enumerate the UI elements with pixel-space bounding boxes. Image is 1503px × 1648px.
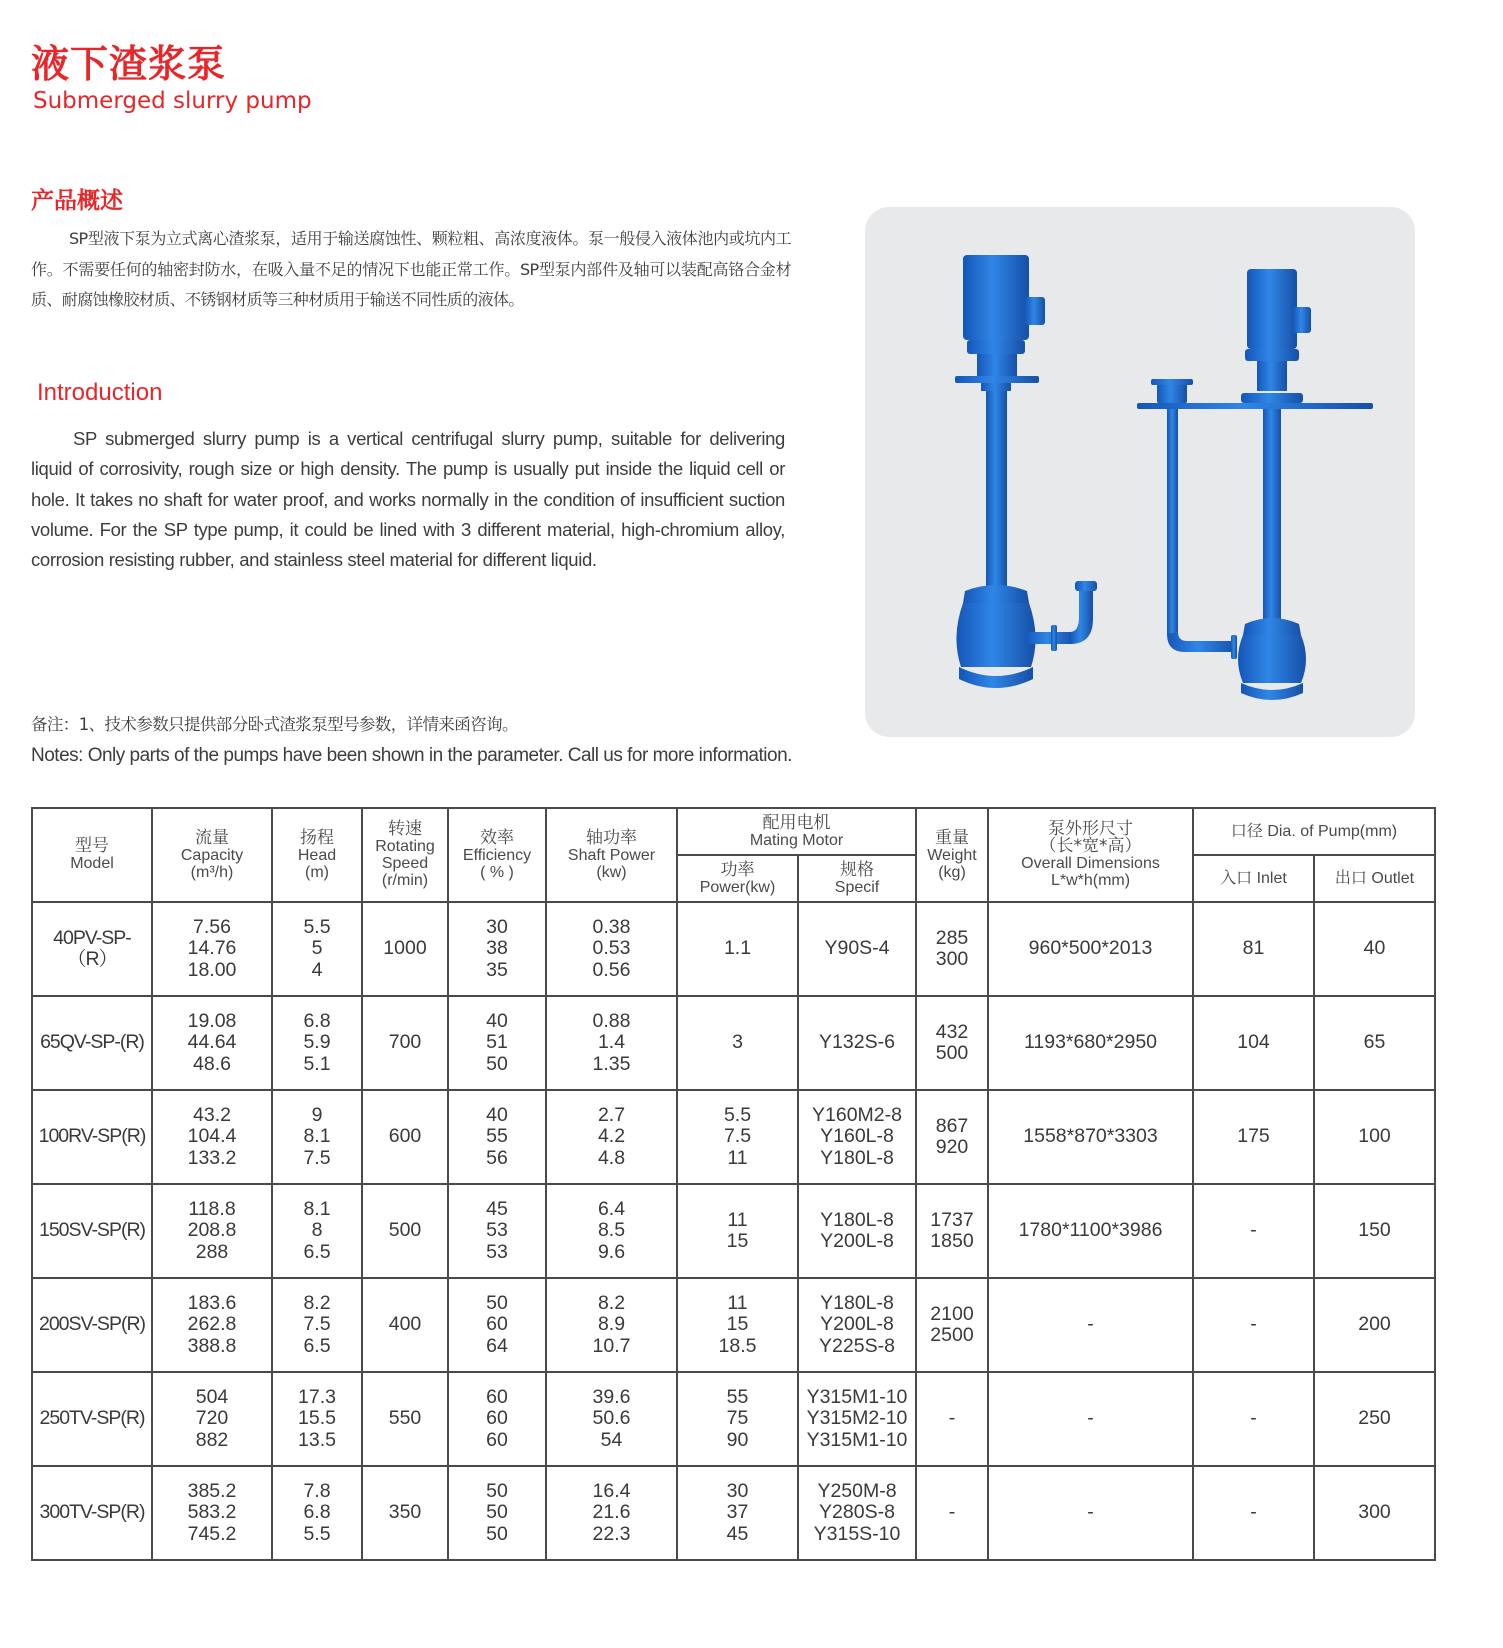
cell-value: 50 [486,1052,508,1075]
cell-value: 14.76 [187,937,237,960]
cell-shaft-power [546,1466,677,1560]
cell-value: 45 [486,1197,508,1220]
cell-value: 183.6 [187,1291,237,1314]
cell-value: 867 [935,1114,969,1137]
cell-model [32,1278,152,1372]
cell-speed [362,1466,448,1560]
cell-inlet [1193,902,1314,996]
col-motor-spec: 规格 Specif [798,855,916,902]
cell-value: 500 [388,1219,422,1242]
overview-heading-cn: 产品概述 [31,188,123,214]
cell-value: Y250M-8 [817,1479,897,1502]
cell-speed [362,1184,448,1278]
cell-value: 50.6 [592,1407,631,1430]
cell-value: 385.2 [187,1479,237,1502]
cell-motor-spec [798,1184,916,1278]
cell-value: 8.9 [597,1313,626,1336]
cell-value: 1000 [383,937,427,960]
cell-motor-power [677,1184,798,1278]
cell-value: Y90S-4 [824,937,890,960]
cell-value: 11 [727,1208,748,1231]
col-capacity: 流量 Capacity (m³/h) [152,808,272,902]
cell-motor-spec [798,1372,916,1466]
cell-weight [916,1184,988,1278]
cell-value: 90 [726,1428,749,1451]
cell-head [272,1184,362,1278]
overview-text-cn: SP型液下泵为立式离心渣浆泵，适用于输送腐蚀性、颗粒粗、高浓度液体。泵一般侵入液体池内或坑内工作。不需要任何的轴密封防水，在吸入量不足的情况下也能正常工作。SP型泵内部件及轴可以装配高铬合金材质、耐腐蚀橡胶材质、不锈钢材质等三种材质用于输送不同性质的液体。 [31,229,791,309]
cell-dimensions [988,1278,1193,1372]
cell-value: 960*500*2013 [1028,937,1153,960]
cell-motor-spec [798,996,916,1090]
cell-value: - [948,1501,956,1524]
col-speed: 转速 Rotating Speed (r/min) [362,808,448,902]
table-row [32,1278,1435,1372]
cell-value: 175 [1237,1125,1270,1148]
cell-head [272,1090,362,1184]
cell-shaft-power [546,996,677,1090]
cell-head [272,996,362,1090]
cell-value: 8.5 [597,1219,626,1242]
cell-value: 150SV-SP(R) [38,1219,146,1242]
cell-value: 65QV-SP-(R) [40,1031,144,1054]
cell-outlet [1314,1090,1435,1184]
cell-value: 2.7 [597,1103,626,1126]
cell-value: 0.38 [592,915,631,938]
cell-value: 1.1 [723,937,752,960]
cell-motor-power [677,996,798,1090]
page-title-en: Submerged slurry pump [33,88,312,114]
cell-capacity [152,1090,272,1184]
cell-value: 300 [1358,1501,1391,1524]
page-title-cn: 液下渣浆泵 [31,42,227,86]
cell-value: 104.4 [187,1125,237,1148]
cell-value: 285 [935,926,969,949]
cell-inlet [1193,1278,1314,1372]
cell-value: 9 [311,1103,323,1126]
cell-value: 920 [935,1136,969,1158]
cell-value: 7.56 [193,915,231,938]
left-pump [955,255,1097,688]
cell-value: 6.4 [597,1197,626,1220]
cell-capacity [152,1278,272,1372]
left-outlet-pipe [1025,632,1075,644]
col-motor-power: 功率 Power(kw) [677,855,798,902]
cell-value: 0.88 [592,1009,631,1032]
cell-value: 288 [195,1240,229,1263]
table-row [32,1090,1435,1184]
table-body [32,902,1435,1560]
cell-value: 8 [311,1219,323,1242]
cell-weight [916,1372,988,1466]
cell-value: 11 [727,1146,748,1169]
cell-value: 51 [486,1031,508,1054]
cell-value: 8.2 [303,1291,331,1314]
cell-dimensions [988,1372,1193,1466]
cell-value: 200SV-SP(R) [38,1313,146,1336]
table-row [32,902,1435,996]
cell-dimensions [988,1090,1193,1184]
col-dia-of-pump: 口径 Dia. of Pump(mm) [1193,808,1435,855]
cell-efficiency [448,1466,546,1560]
cell-value: Y315S-10 [813,1522,901,1545]
cell-value: 8.2 [597,1291,626,1314]
cell-inlet [1193,996,1314,1090]
cell-capacity [152,1372,272,1466]
left-shaft-column [986,391,1007,591]
cell-value: 64 [486,1334,508,1357]
left-motor [963,255,1029,340]
left-mount-plate [955,376,1039,383]
right-shaft-column [1263,409,1281,624]
cell-model [32,1372,152,1466]
cell-shaft-power [546,1372,677,1466]
cell-value: Y180L-8 [820,1146,894,1169]
cell-value: 43.2 [193,1103,231,1126]
cell-value: 15.5 [298,1407,336,1430]
cell-value: - [1250,1219,1257,1242]
cell-value: 60 [486,1428,508,1451]
cell-efficiency [448,1278,546,1372]
cell-value: 35 [486,958,508,981]
cell-value: Y200L-8 [820,1230,894,1252]
cell-value: 720 [195,1407,229,1430]
cell-value: 700 [388,1031,422,1054]
cell-value: 8.1 [303,1197,331,1220]
cell-outlet [1314,1278,1435,1372]
cell-value: 7.5 [303,1146,331,1169]
col-weight: 重量 Weight (kg) [916,808,988,902]
cell-value: 5.1 [303,1052,331,1075]
cell-value: 37 [726,1501,749,1524]
cell-value: 45 [726,1522,749,1545]
cell-value: 100RV-SP(R) [38,1125,146,1148]
table-row [32,996,1435,1090]
cell-value: 15 [726,1313,749,1336]
cell-value: Y180L-8 [820,1291,894,1314]
cell-value: 250TV-SP(R) [39,1407,145,1430]
cell-value: 1737 [930,1208,974,1231]
cell-value: 150 [1358,1219,1391,1242]
right-discharge-pipe [1167,409,1178,634]
cell-value: 5 [311,937,323,960]
cell-value: 0.53 [592,937,631,960]
cell-value: 2500 [930,1324,974,1346]
cell-outlet [1314,1466,1435,1560]
cell-value: 262.8 [187,1313,237,1336]
cell-value: 81 [1242,937,1265,960]
right-pump [1137,269,1373,700]
cell-dimensions [988,1466,1193,1560]
cell-value: 5.5 [723,1103,752,1126]
cell-model [32,902,152,996]
cell-value: 583.2 [187,1501,237,1524]
cell-value: 50 [486,1522,508,1545]
cell-value: 4 [311,958,323,981]
cell-value: 19.08 [187,1009,237,1032]
cell-motor-spec [798,902,916,996]
cell-value: （R） [66,948,118,970]
cell-value: 133.2 [187,1146,237,1169]
cell-weight [916,1090,988,1184]
introduction-text: SP submerged slurry pump is a vertical centrifugal slurry pump, suitable for delivering liquid of corrosivity, rough size or high density. The pump is usually put inside the liquid cell or hole. It takes no shaft for water proof, and works normally in the condition of insufficient suction volume. For the SP type pump, it could be lined with 3 different material, high-chromium alloy, corrosion resisting rubber, and stainless steel material for different liquid. [31,428,785,571]
cell-motor-power [677,902,798,996]
cell-value: - [1087,1313,1094,1336]
cell-motor-power [677,1466,798,1560]
cell-outlet [1314,902,1435,996]
cell-speed [362,1372,448,1466]
note-en: Notes: Only parts of the pumps have been shown in the parameter. Call us for more information. [31,745,792,766]
cell-value: 11 [727,1291,748,1314]
cell-capacity [152,902,272,996]
cell-value: 56 [486,1146,508,1169]
cell-dimensions [988,1184,1193,1278]
cell-value: 4.8 [597,1146,626,1169]
cell-value: 7.8 [303,1479,331,1502]
cell-value: 1850 [930,1230,974,1252]
cell-value: 100 [1358,1125,1391,1148]
note-cn: 备注：1、技术参数只提供部分卧式渣浆泵型号参数，详情来函咨询。 [31,715,518,734]
cell-value: 7.5 [303,1313,331,1336]
cell-motor-spec [798,1466,916,1560]
cell-value: 10.7 [592,1334,631,1357]
cell-value: 1558*870*3303 [1023,1125,1158,1148]
cell-value: 1780*1100*3986 [1018,1219,1163,1242]
cell-head [272,1278,362,1372]
cell-model [32,1184,152,1278]
cell-value: - [1250,1407,1257,1430]
cell-value: 208.8 [187,1219,237,1242]
cell-value: 104 [1237,1031,1270,1054]
cell-head [272,1372,362,1466]
cell-value: Y280S-8 [819,1501,895,1524]
cell-value: 15 [726,1230,749,1252]
cell-shaft-power [546,1090,677,1184]
cell-value: 118.8 [188,1197,236,1220]
cell-value: 882 [195,1428,229,1451]
right-pump-casing [1238,635,1306,683]
cell-model [32,1466,152,1560]
cell-value: Y315M2-10 [806,1407,908,1430]
cell-shaft-power [546,1184,677,1278]
cell-value: 40 [486,1009,508,1032]
cell-efficiency [448,996,546,1090]
cell-value: 53 [486,1240,508,1263]
cell-value: Y200L-8 [820,1313,894,1336]
right-mount-plate [1137,403,1373,409]
cell-outlet [1314,1184,1435,1278]
cell-value: 500 [935,1042,969,1064]
col-shaft-power: 轴功率 Shaft Power (kw) [546,808,677,902]
cell-speed [362,902,448,996]
cell-value: 13.5 [298,1428,336,1451]
cell-speed [362,1278,448,1372]
cell-value: 6.5 [303,1334,331,1357]
cell-value: 17.3 [298,1385,336,1408]
cell-value: 9.6 [597,1240,626,1263]
cell-value: Y160M2-8 [812,1103,902,1126]
cell-dimensions [988,996,1193,1090]
cell-value: 504 [195,1385,229,1408]
cell-value: 21.6 [592,1501,631,1524]
cell-value: 0.56 [592,958,631,981]
cell-capacity [152,1184,272,1278]
cell-dimensions [988,902,1193,996]
cell-value: 7.5 [723,1125,752,1148]
cell-value: 60 [486,1407,508,1430]
cell-value: - [1250,1313,1257,1336]
cell-outlet [1314,996,1435,1090]
cell-model [32,996,152,1090]
cell-weight [916,1466,988,1560]
cell-value: 432 [935,1020,969,1043]
cell-value: 6.8 [303,1009,331,1032]
cell-value: 6.8 [303,1501,331,1524]
cell-value: 1.4 [597,1031,626,1054]
cell-value: Y132S-6 [819,1031,895,1054]
cell-weight [916,1278,988,1372]
cell-capacity [152,1466,272,1560]
cell-value: 40 [1363,937,1386,960]
cell-value: 2100 [930,1302,974,1325]
col-outlet: 出口 Outlet [1314,855,1435,902]
cell-value: 600 [388,1125,422,1148]
cell-value: 50 [486,1291,508,1314]
cell-value: 200 [1358,1313,1391,1336]
cell-outlet [1314,1372,1435,1466]
table-header-row [32,808,1435,855]
cell-value: 55 [726,1385,749,1408]
cell-value: Y180L-8 [820,1208,894,1231]
cell-value: 60 [486,1313,508,1336]
cell-value: 1.35 [592,1052,631,1075]
col-efficiency: 效率 Efficiency ( % ) [448,808,546,902]
cell-value: 6.5 [303,1240,331,1263]
cell-value: 5.9 [303,1031,331,1054]
cell-head [272,1466,362,1560]
cell-value: 60 [486,1385,508,1408]
cell-value: 30 [726,1479,749,1502]
cell-value: 300 [935,948,969,970]
col-mating-motor: 配用电机 Mating Motor [677,808,916,855]
col-head: 扬程 Head (m) [272,808,362,902]
col-inlet: 入口 Inlet [1193,855,1314,902]
product-photo [865,207,1415,737]
col-model: 型号 Model [32,808,152,902]
cell-inlet [1193,1372,1314,1466]
cell-value: 30 [486,915,508,938]
cell-value: 50 [486,1501,508,1524]
cell-value: Y160L-8 [820,1125,894,1148]
introduction-heading: Introduction [37,379,163,406]
cell-value: 300TV-SP(R) [39,1501,145,1524]
table-row [32,1372,1435,1466]
cell-value: 5.5 [303,1522,331,1545]
cell-value: 3 [732,1031,743,1054]
spec-table [31,807,1436,1561]
cell-value: 55 [486,1125,508,1148]
cell-efficiency [448,1372,546,1466]
cell-value: 48.6 [193,1052,231,1075]
cell-inlet [1193,1184,1314,1278]
cell-motor-spec [798,1090,916,1184]
cell-value: 40 [486,1103,508,1126]
cell-head [272,902,362,996]
cell-efficiency [448,1184,546,1278]
cell-motor-power [677,1090,798,1184]
cell-value: 550 [388,1407,422,1430]
cell-motor-power [677,1278,798,1372]
cell-weight [916,902,988,996]
cell-inlet [1193,1466,1314,1560]
cell-weight [916,996,988,1090]
table-row [32,1184,1435,1278]
cell-value: 39.6 [592,1385,631,1408]
table-row [32,1466,1435,1560]
cell-value: 54 [600,1428,623,1451]
cell-value: 40PV-SP- [53,926,131,949]
cell-capacity [152,996,272,1090]
cell-value: 65 [1363,1031,1386,1054]
col-dimensions: 泵外形尺寸 （长*宽*高） Overall Dimensions L*w*h(mm) [988,808,1193,902]
cell-value: 1193*680*2950 [1023,1031,1158,1054]
cell-value: 5.5 [303,915,331,938]
cell-value: 50 [486,1479,508,1502]
cell-shaft-power [546,902,677,996]
cell-value: 745.2 [187,1522,237,1545]
cell-value: 250 [1358,1407,1391,1430]
cell-value: 388.8 [187,1334,237,1357]
cell-speed [362,1090,448,1184]
cell-value: 8.1 [303,1125,331,1148]
cell-value: Y225S-8 [819,1334,895,1357]
cell-shaft-power [546,1278,677,1372]
cell-value: 18.5 [718,1334,757,1357]
cell-value: - [1087,1407,1094,1430]
cell-value: 400 [388,1313,422,1336]
cell-value: - [1250,1501,1257,1524]
cell-value: Y315M1-10 [806,1428,908,1451]
cell-value: - [1087,1501,1094,1524]
cell-value: 18.00 [187,958,237,981]
right-motor [1247,269,1297,349]
cell-model [32,1090,152,1184]
cell-value: - [948,1407,956,1430]
cell-efficiency [448,902,546,996]
cell-speed [362,996,448,1090]
cell-value: 22.3 [592,1522,631,1545]
cell-motor-spec [798,1278,916,1372]
cell-value: 4.2 [597,1125,626,1148]
left-pump-casing [956,603,1035,667]
cell-value: 38 [486,937,508,960]
cell-value: Y315M1-10 [806,1385,908,1408]
cell-value: 75 [726,1407,749,1430]
cell-motor-power [677,1372,798,1466]
cell-inlet [1193,1090,1314,1184]
cell-value: 44.64 [187,1031,237,1054]
pump-illustration [865,207,1415,737]
cell-value: 53 [486,1219,508,1242]
cell-value: 350 [388,1501,422,1524]
cell-efficiency [448,1090,546,1184]
cell-value: 16.4 [592,1479,631,1502]
